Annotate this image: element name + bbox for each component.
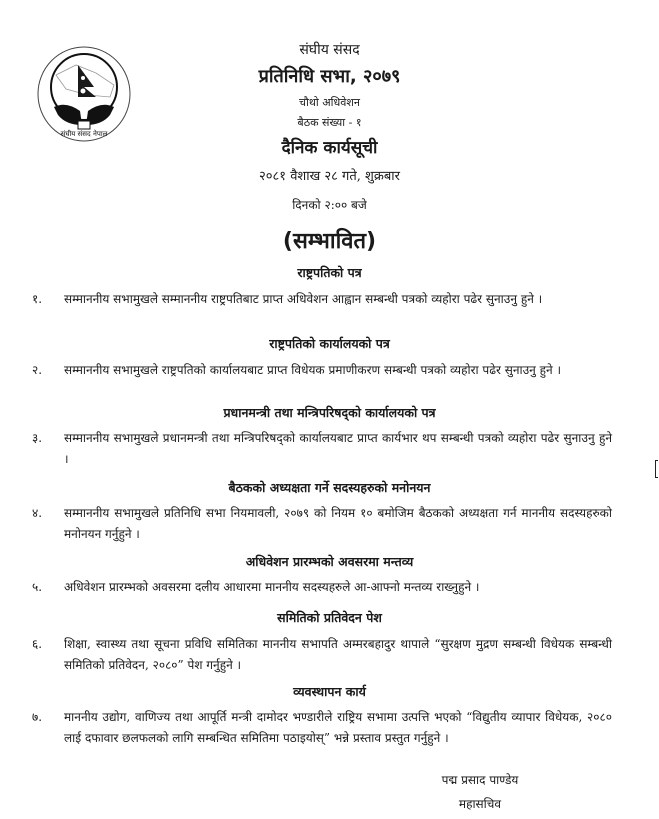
house-name: प्रतिनिधि सभा, २०७९ [258, 66, 401, 87]
item-text: माननीय उद्योग, वाणिज्य तथा आपूर्ति मन्त्री दामोदर भण्डारीले राष्ट्रिय सभामा उत्पत्ति भएको “विद्युतीय व्यापार विधेयक, २०८० लाई दफावार छलफलको लागि सम्बन्धित समितिमा पठाइयोस्” भन्ने प्रस्ताव प्रस्तुत गर्नुहुने । [64, 710, 612, 745]
section-heading: राष्ट्रपतिको कार्यालयको पत्र [269, 336, 390, 351]
margin-bracket-mark [655, 460, 658, 478]
agenda-item [32, 428, 612, 470]
item-text: शिक्षा, स्वास्थ्य तथा सूचना प्रविधि समितिका माननीय सभापति अम्मरबहादुर थापाले “सुरक्षण मुद्रण सम्बन्धी विधेयक सम्बन्धी समितिको प्रतिवेदन, २०८०” पेश गर्नुहुने । [64, 637, 612, 672]
signatory-name: पद्म प्रसाद पाण्डेय [441, 773, 519, 787]
tentative-status: (सम्भावित) [282, 229, 377, 254]
agenda-item [32, 360, 612, 381]
section-heading: बैठकको अध्यक्षता गर्ने सदस्यहरुको मनोनयन [228, 480, 431, 495]
session-label: चौथो अधिवेशन [299, 96, 360, 109]
item-number: ४. [32, 506, 43, 520]
agenda-item [32, 634, 612, 676]
item-number: ७. [32, 710, 43, 724]
parliament-name: संघीय संसद [299, 42, 360, 58]
meeting-date: २०८१ वैशाख २८ गते, शुक्रबार [259, 169, 400, 184]
section-heading: व्यवस्थापन कार्य [293, 684, 366, 699]
agenda-item [32, 289, 612, 310]
item-number: २. [32, 363, 43, 377]
meeting-time: दिनको २:०० बजे [292, 198, 367, 212]
item-text: सम्माननीय सभामुखले प्रतिनिधि सभा नियमावली, २०७९ को नियम १० बमोजिम बैठकको अध्यक्षता गर्न माननीय सदस्यहरुको मनोनयन गर्नुहुने । [64, 506, 612, 541]
meeting-number: बैठक संख्या - १ [297, 116, 362, 129]
agenda-item [32, 577, 612, 598]
signatory-designation: महासचिव [458, 797, 502, 811]
page-title: दैनिक कार्यसूची [281, 138, 378, 158]
agenda-item [32, 503, 612, 545]
item-text: अधिवेशन प्रारम्भको अवसरमा दलीय आधारमा माननीय सदस्यहरुले आ-आफ्नो मन्तव्य राख्नुहुने । [64, 580, 480, 594]
item-number: १. [32, 292, 43, 306]
item-text: सम्माननीय सभामुखले प्रधानमन्त्री तथा मन्त्रिपरिषद्को कार्यालयबाट प्राप्त कार्यभार थप सम्बन्धी पत्रको व्यहोरा पढेर सुनाउनु हुने । [64, 431, 612, 466]
item-text: सम्माननीय सभामुखले राष्ट्रपतिको कार्यालयबाट प्राप्त विधेयक प्रमाणीकरण सम्बन्धी पत्रको व्यहोरा पढेर सुनाउनु हुने । [64, 363, 562, 377]
section-heading: समितिको प्रतिवेदन पेश [277, 610, 382, 625]
agenda-item [32, 707, 612, 749]
section-heading: राष्ट्रपतिको पत्र [297, 265, 362, 280]
item-number: ५. [32, 580, 43, 594]
emblem-text: संघीय संसद नेपाल [60, 130, 108, 138]
section-heading: प्रधानमन्त्री तथा मन्त्रिपरिषद्को कार्यालयको पत्र [223, 405, 436, 420]
item-number: ३. [32, 431, 43, 445]
item-number: ६. [32, 637, 43, 651]
section-heading: अधिवेशन प्रारम्भको अवसरमा मन्तव्य [245, 554, 414, 569]
item-text: सम्माननीय सभामुखले सम्माननीय राष्ट्रपतिबाट प्राप्त अधिवेशन आह्वान सम्बन्धी पत्रको व्यहोरा पढेर सुनाउनु हुने । [64, 292, 543, 306]
